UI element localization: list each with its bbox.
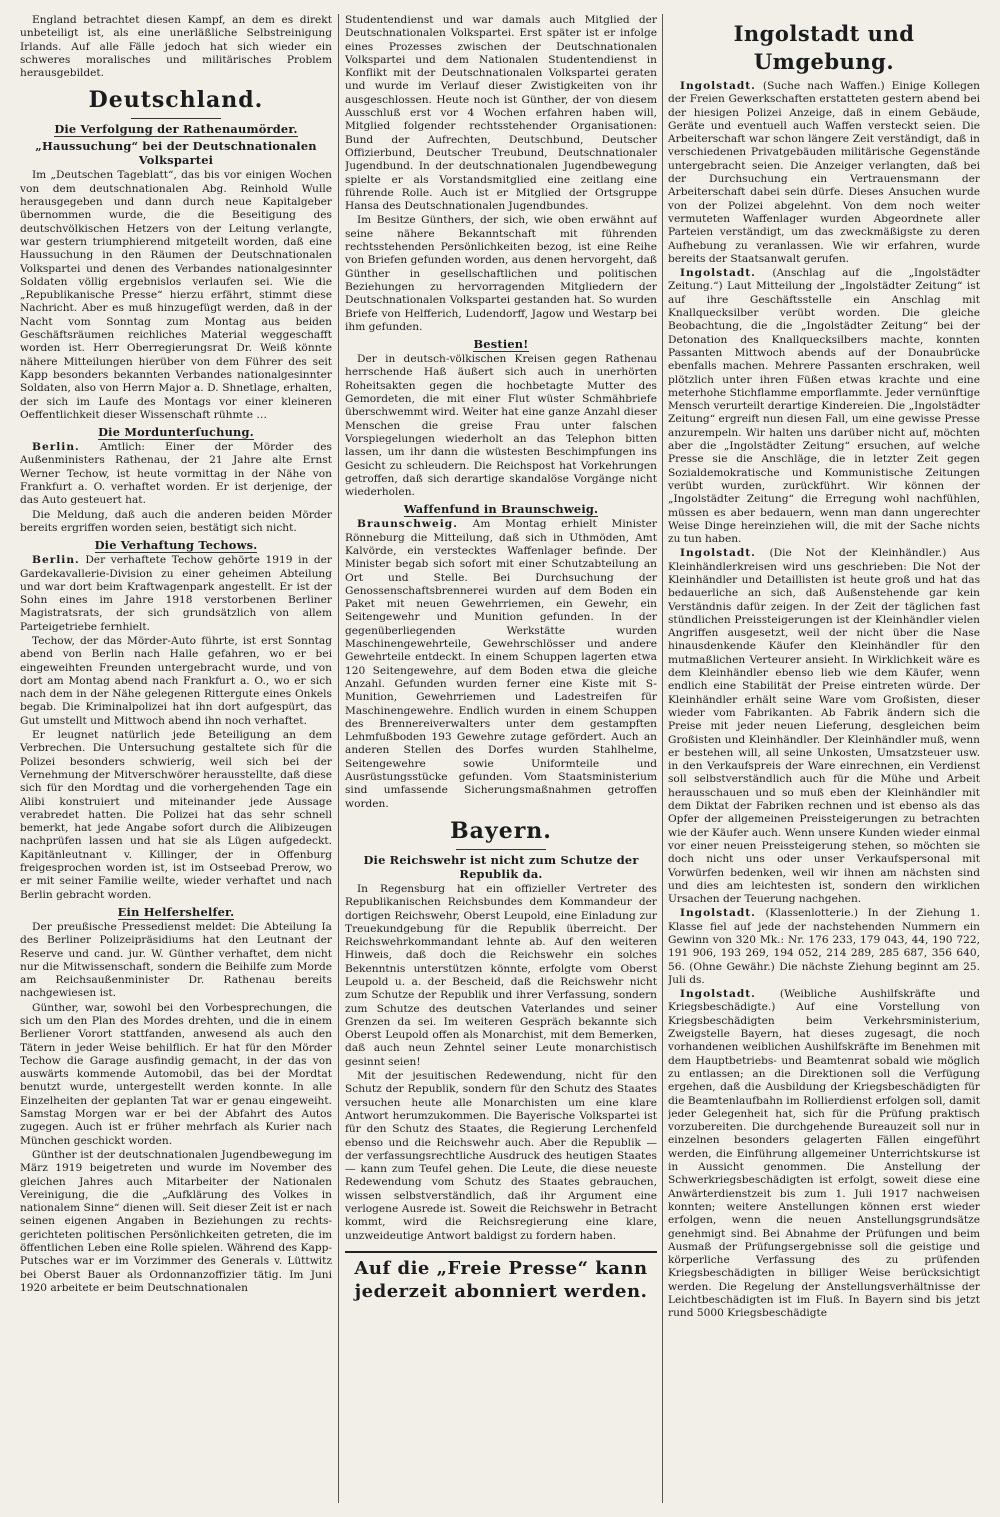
title-underline [131, 118, 221, 119]
headline-mordunterSuchung: Die Mordunterſuchung. [98, 425, 254, 440]
article-paragraph: Der preußische Pressedienst meldet: Die Abteilung Ia des Berliner Polizeipräsidiums hat den Leutnant der Reserve und cand. jur. W. Günther verhaftet, dem nicht nur die Mitwissenschaft, sondern die Beihilfe zum Morde am Reichsaußenminister Dr. Rathenau bereits nachgewiesen ist. [20, 920, 332, 1000]
article-paragraph: In Regensburg hat ein offizieller Vertreter des Republikanischen Reichsbundes dem Kommandeur der dortigen Reichswehr, Oberst Leupold, eine Einladung zur Treuekundgebung für die Republik überreicht. Der Reichswehrkommandant lehnte ab. Auf den weiteren Hinweis, daß doch die Reichswehr ein solches Bekenntnis unterstützen könnte, erfolgte vom Oberst Leupold u. a. der Bescheid, daß die Reichswehr nicht zum Schutze der Republik und ihrer Verfassung, sondern zum Schutze des deutschen Vaterlandes und seiner Grenzen da sei. Im weiteren Gespräch bekannte sich Oberst Leupold offen als Monarchist, mit dem Bemerken, daß auch neun Zehntel seiner Leute monarchistisch gesinnt seien! [345, 882, 657, 1068]
headline-reichswehr: Die Reichswehr ist nicht zum Schutze der Republik da. [363, 852, 639, 881]
article-paragraph: Günther, war, sowohl bei den Vorbesprechungen, die sich um den Plan des Mordes drehten, und die in einem Berliener Vorort stattfanden, anwesend als auch den Tätern in jeder Weise behilflich. Er hat für den Mörder Techow die Garage ausfindig gemacht, in der das von auswärts kommende Automobil, das bei der Mordtat benutzt wurde, untergestellt werden konnte. In alle Einzelheiten der geplanten Tat war er genau eingeweiht. Samstag Morgen war er bei der Abfahrt des Autos zugegen. Auch ist er früher mehrfach als Kurier nach München geschickt worden. [20, 1001, 332, 1147]
dateline: Ingolstadt. [680, 547, 756, 560]
article-paragraph: Ingolstadt. (Klassenlotterie.) In der Ziehung 1. Klasse fiel auf jede der nachstehenden Nummern ein Gewinn von 320 Mk.: Nr. 176 233, 179 043, 44, 190 722, 191 906, 193 269, 194 052, 214 289, 285 687, 356 640, 56. (Ohne Gewähr.) Die nächste Ziehung beginnt am 25. Juli ds. [668, 907, 980, 986]
article-paragraph: Im „Deutschen Tageblatt“, das bis vor einigen Wochen von dem deutschnationalen Abg. Reinhold Wulle herausgegeben und dann durch neue Kapitalgeber übernommen wurde, die die Beseitigung des deutschvölkischen Hetzers von der Leitung verlangte, war gestern triumphierend mitgeteilt worden, daß eine Haussuchung in den Räumen der Deutschnationalen Volkspartei und denen des Verbandes nationalgesinnter Soldaten völlig ergebnislos verlaufen sei. Wie die „Republikanische Presse“ hierzu erfährt, stimmt diese Nachricht. Aber es muß hinzugefügt werden, daß in der Nacht vom Sonntag zum Montag aus beiden Geschäftsräumen reichliches Material weggeschafft worden ist. Herr Oberregierungsrat Dr. Weiß könnte nähere Mitteilungen hierüber von dem Führer des seit Kapp besonders bekannten Verbandes nationalgesinnter Soldaten, also von Herrn Major a. D. Shnetlage, erhalten, der sich im Laufe des Montags vor einer kleineren Oeffentlichkeit dieser Wissenschaft rühmte … [20, 169, 332, 421]
column-2 [345, 14, 657, 1517]
headline-waffenfund: Waffenfund in Braunschweig. [403, 502, 599, 517]
title-underline [456, 849, 546, 850]
column-divider [338, 14, 339, 1503]
article-paragraph: Die Meldung, daß auch die anderen beiden Mörder bereits ergriffen worden seien, bestätigt sich nicht. [20, 508, 332, 534]
dateline: Ingolstadt. [680, 267, 756, 280]
headline-rathenau: Die Verfolgung der Rathenaumörder. [54, 122, 298, 137]
headline-techow: Die Verhaftung Techows. [94, 538, 258, 553]
article-paragraph: Berlin. Amtlich: Einer der Mörder des Außenministers Rathenau, der 21 Jahre alte Ernst Werner Techow, ist heute vormittag in der Nähe von Frankfurt a. O. verhaftet worden. Er ist derjenige, der das Auto gesteuert hat. [20, 441, 332, 507]
article-paragraph: Techow, der das Mörder-Auto führte, ist erst Sonntag abend von Berlin nach Halle gefahren, wo er bei eingeweihten Freunden untergebracht wurde, und von dort am Montag abend nach Frankfurt a. O., wo er sich nach dem in der Nähe gelegenen Rittergute eines Onkels begab. Die Kriminalpolizei hat ihn dort aufgespürt, das Gut umstellt und Mittwoch abend ihn noch verhaftet. [20, 634, 332, 727]
section-title-bayern: Bayern. [450, 817, 552, 844]
article-paragraph: Günther ist der deutschnationalen Jugendbewegung im März 1919 beigetreten und wurde im November des gleichen Jahres auch Mitarbeiter der Nationalen Vereinigung, die die „Aufklärung des Volkes in nationalem Sinne“ dienen will. Seit dieser Zeit ist er nach seinen eigenen Angaben in Beziehungen zu rechts-gerichteten politischen Persönlichkeiten getreten, die im öffentlichen Leben eine Rolle spielen. Während des Kapp-Putsches war er im Vorzimmer des Generals v. Lüttwitz bei Oberst Bauer als Ordonnanzoffizier tätig. Im Juni 1920 arbeitete er beim Deutschnationalen [20, 1148, 332, 1294]
subscription-notice: Auf die „Freie Presse“ kann jederzeit abonniert werden. [345, 1251, 657, 1303]
dateline: Ingolstadt. [680, 907, 756, 920]
article-paragraph: Ingolstadt. (Anschlag auf die „Ingolstädter Zeitung.“) Laut Mitteilung der „Ingolstädter Zeitung“ ist auf ihre Geschäftsstelle ein Anschlag mit Knallquecksilber verübt worden. Die gleiche Beobachtung, die die „Ingolstädter Zeitung“ bei der Detonation des Knallquecksilbers machte, konnten Passanten Mittwoch abends auf der Donaubrücke ebenfalls machen. Mehrere Passanten erschraken, weil plötzlich unter ihren Füßen etwas krachte und eine meterhohe Stichflamme emporflammte. Jeder vernünftige Mensch verurteilt derartige Kindereien. Die „Ingolstädter Zeitung“ ergreift nun diesen Fall, um eine gewisse Presse anzurempeln. Wir halten uns darüber nicht auf, möchten aber die „Ingolstädter Zeitung“ ersuchen, auf welche Presse sie die Anschläge, die in letzter Zeit gegen Sozialdemokratische und Kommunistische Zeitungen verübt wurden, zurückführt. Wir können der „Ingolstädter Zeitung“ die Erregung wohl nachfühlen, müssen es aber bedauern, wenn man dann ungerechter Weise Dinge hereinziehen will, die mit der Sache nichts zu tun haben. [668, 267, 980, 546]
dateline: Berlin. [32, 441, 80, 454]
dateline: Ingolstadt. [680, 80, 756, 92]
section-title-deutschland: Deutschland. [88, 87, 264, 114]
column-divider [662, 14, 663, 1503]
column-3 [668, 14, 980, 1517]
article-paragraph: Studentendienst und war damals auch Mitglied der Deutschnationalen Volkspartei. Erst später ist er infolge eines Prozesses zwischen der Deutschnationalen Volkspartei und dem Nationalen Studentendienst in Konflikt mit der Deutschnationalen Volkspartei geraten und wurde im Verlauf dieser Zwistigkeiten von ihr ausgeschlossen. Heute noch ist Günther, der von diesem Ausschluß erst vor 4 Wochen erfahren haben will, Mitglied folgender rechtsstehender Organisationen: Bund der Aufrechten, Deutschbund, Deutscher Offizierbund, Deutscher Treubund, Deutschnationaler Jugendbund. In der deutschnationalen Jugendbewegung spielte er als Vorstandsmitglied eine zeitlang eine führende Rolle. Auch ist er Mitglied der Ortsgruppe Hansa des Deutschnationalen Jugendbundes. [345, 14, 657, 213]
subheadline-haussuchung: „Haussuchung“ bei der Deutschnationalen Volkspartei [35, 139, 317, 168]
article-paragraph: Mit der jesuitischen Redewendung, nicht für den Schutz der Republik, sondern für den Schutz des Staates versuchen heute alle Monarchisten um eine klare Antwort herumzukommen. Die Bayerische Volkspartei ist für den Schutz des Staates, die Regierung Lerchenfeld ebenso und die Reichswehr auch. Aber die Republik — der verfassungsrechtliche Ausdruck des heutigen Staates — kann zum Teufel gehen. Die Leute, die diese neueste Redewendung vom Schutz des Staates gebrauchen, wissen selbstverständlich, daß ihr Argument eine verlogene Ausrede ist. Soweit die Reichswehr in Betracht kommt, wird die Reichsregierung eine klare, unzweideutige Antwort baldigst zu fordern haben. [345, 1070, 657, 1242]
headline-bestien: Bestien! [473, 337, 529, 352]
dateline: Braunschweig. [357, 518, 458, 531]
article-paragraph: Im Besitze Günthers, der sich, wie oben erwähnt auf seine nähere Bekanntschaft mit führenden rechtsstehenden Persönlichkeiten bezog, ist eine Reihe von Briefen gefunden worden, aus denen hervorgeht, daß Günther in gesellschaftlichen und politischen Beziehungen zu hervorragenden Mitgliedern der Deutschnationalen Volkspartei gestanden hat. So wurden Briefe von Helfferich, Ludendorff, Jagow und Westarp bei ihm gefunden. [345, 214, 657, 333]
article-paragraph: Er leugnet natürlich jede Beteiligung an dem Verbrechen. Die Untersuchung gestaltete sich für die Polizei besonders schwierig, weil sich bei der Vernehmung der Mitverschwörer herausstellte, daß diese sich für den Mordtag und die vorhergehenden Tage ein Alibi konstruiert und miteinander jede Aussage verabredet hatten. Die Polizei hat das sehr schnell bemerkt, hat jede Angabe sofort durch die Alibizeugen nachprüfen lassen und hat sie als Lügen aufgedeckt. Kapitänleutnant v. Killinger, der in Offenburg freigesprochen worden ist, ist im Ostseebad Prerow, wo er mit seiner Familie weilte, wieder verhaftet und nach Berlin gebracht worden. [20, 729, 332, 901]
article-paragraph: Berlin. Der verhaftete Techow gehörte 1919 in der Gardekavallerie-Division zu einer geheimen Abteilung und war dort beim Kraftwagenpark angestellt. Er ist der Sohn eines im Jahre 1918 verstorbenen Berliner Magistratsrats, der sich grundsätzlich von allem Parteigetriebe fernhielt. [20, 554, 332, 633]
article-paragraph: Ingolstadt. (Weibliche Aushilfskräfte und Kriegsbeschädigte.) Auf eine Vorstellung von Kriegsbeschädigten beim Verkehrsministerium, Zweigstelle Bayern, hat dieses zugesagt, die noch vorhandenen weiblichen Aushilfskräfte im Benehmen mit dem Hauptbetriebs- und Beamtenrat sobald wie möglich zu entlassen; an die Direktionen soll die Verfügung ergehen, daß die Ausbildung der Kriegsbeschädigten für die Beamtenlaufbahn im Rollierdienst erfolgen soll, damit jeder Gelegenheit hat, sich für die Prüfung praktisch vorzubereiten. Die durchgehende Bureauzeit soll nur in einzelnen besonders gelagerten Fällen eingeführt werden, die Einführung allgemeiner Unterrichtskurse ist in Aussicht genommen. Die Anstellung der Schwerkriegsbeschädigten ist erfolgt, soweit diese eine Anwärterdienstzeit bis zum 1. Juli 1917 nachweisen konnten; weitere Anstellungen können erst wieder erfolgen, wenn die neuen Anstellungsgrundsätze genehmigt sind. Bei Abnahme der Prüfungen und beim Ausmaß der Prüfungsergebnisse soll die geistige und körperliche Verfassung des zu prüfenden Kriegsbeschädigten in billiger Weise berücksichtigt werden. Die Regelung der Anstellungsverhältnisse der Leichtbeschädigten ist im Fluß. In Bayern sind bis jetzt rund 5000 Kriegsbeschädigte [668, 988, 980, 1320]
article-paragraph: Braunschweig. Am Montag erhielt Minister Rönneburg die Mitteilung, daß sich in Uthmöden, Amt Kalvörde, ein verstecktes Waffenlager befinde. Der Minister begab sich sofort mit einer Schutzabteilung an Ort und Stelle. Bei Durchsuchung der Genossenschaftsbrennerei wurden auf dem Boden ein Paket mit neuen Gewehrriemen, ein Gewehr, ein Seitengewehr und Munition gefunden. In der gegenüberliegenden Werkstätte wurden Maschinengewehrteile, Gewehrschlösser und andere Gewehrteile entdeckt. In einem Schuppen lagerten etwa 120 Seitengewehre, auf dem Boden etwa die gleiche Anzahl. Gefunden wurden ferner eine Kiste mit S-Munition, Gewehrriemen und Ladestreifen für Maschinengewehre. Endlich wurden in einem Schuppen des Brennereiverwalters unter dem gestampften Lehmfußboden 193 Gewehre zutage gefördert. Auch an anderen Stellen des Dorfes wurden Stahlhelme, Seitengewehre sowie Uniformteile und Ausrüstungsstücke gefunden. Vom Staatsministerium sind umfassende Sicherungsmaßnahmen getroffen worden. [345, 518, 657, 810]
headline-helfershelfer: Ein Helfershelfer. [117, 904, 235, 919]
dateline: Berlin. [32, 554, 80, 567]
article-paragraph: Ingolstadt. (Suche nach Waffen.) Einige Kollegen der Freien Gewerkschaften erstatteten gestern abend bei der hiesigen Polizei Anzeige, daß in einem Gebäude, Geräte und eventuell auch Waffen versteckt seien. Die Arbeiterschaft war schon längere Zeit verständigt, daß in verschiedenen Privatgebäuden militärische Gegenstände untergebracht seien. Die Anzeiger verlangten, daß bei der Durchsuchung ein Vertrauensmann der Arbeiterschaft dabei sein dürfe. Dieses Ansuchen wurde von der Polizei abgelehnt. Von dem noch weiter vermuteten Waffenlager wurden Abgeordnete aller Parteien verständigt, um das zweckmäßigste zu deren Aufhebung zu veranlassen. Wie wir erfahren, wurde bereits der Staatsanwalt gerufen. [668, 80, 980, 265]
intro-paragraph: England betrachtet diesen Kampf, an dem es direkt unbeteiligt ist, als eine unerläßliche Selbstreinigung Irlands. Auf alle Fälle jedoch hat sich wieder ein schweres moralisches und militärisches Problem herausgebildet. [20, 14, 332, 80]
article-paragraph: Der in deutsch-völkischen Kreisen gegen Rathenau herrschende Haß äußert sich auch in unerhörten Roheitsakten gegen die hochbetagte Mutter des Gemordeten, die mit einer Flut wüster Schmähbriefe überschwemmt wird. Weiter hat eine ganze Anzahl dieser Menschen die greise Frau unter falschen Vorspiegelungen wiederholt an das Telephon bitten lassen, um ihr dann die wüstesten Beschimpfungen ins Gesicht zu schleudern. Die Reichspost hat Vorkehrungen getroffen, daß sich derartige skandalöse Vorgänge nicht wiederholen. [345, 353, 657, 499]
dateline: Ingolstadt. [680, 988, 756, 1001]
article-paragraph: Ingolstadt. (Die Not der Kleinhändler.) Aus Kleinhändlerkreisen wird uns geschrieben: Die Not der Kleinhändler und Detaillisten ist heute groß und hat das bedauerliche an sich, daß Außenstehende gar kein Verständnis dafür zeigen. In der Zeit der täglichen fast stündlichen Preissteigerungen ist der Kleinhändler vielen Angriffen ausgesetzt, weil der nicht über die Nase hinausdenkende Käufer den Kleinhändler für den mutmaßlichen Verteurer ansieht. In Wirklichkeit wäre es dem Kleinhändler ebenso lieb wie dem Käufer, wenn endlich eine Stabilität der Preise eintreten würde. Der Kleinhändler erhält seine Ware vom Großisten, dieser wieder vom Fabrikanten. Ab Fabrik ändern sich die Preise mit jeder neuen Lieferung, desgleichen beim Großisten und Kleinhändler. Der Kleinhändler muß, wenn er bestehen will, all seine Unkosten, Umsatzsteuer usw. in den Verkaufspreis der Ware einrechnen, ein Verdienst soll selbstverständlich auch für die Mühe und Arbeit herausschauen und so muß eben der Kleinhändler mit dem Diktat der Fabriken rechnen und ist ebenso als das Opfer der allgemeinen Preissteigerungen zu betrachten wie der Käufer auch. Wenn unsere Kunden wieder einmal vor einer neuen Preissteigerung stehen, so möchten sie doch nicht uns oder unser Verkaufspersonal mit Vorwürfen bedenken, weil wir ihnen am nächsten sind und dies am leichtesten ist, sondern den wirklichen Ursachen der Teuerung nachgehen. [668, 547, 980, 906]
column-1 [20, 14, 332, 1517]
section-title-ingolstadt: Ingolstadt und Umgebung. [733, 21, 915, 74]
